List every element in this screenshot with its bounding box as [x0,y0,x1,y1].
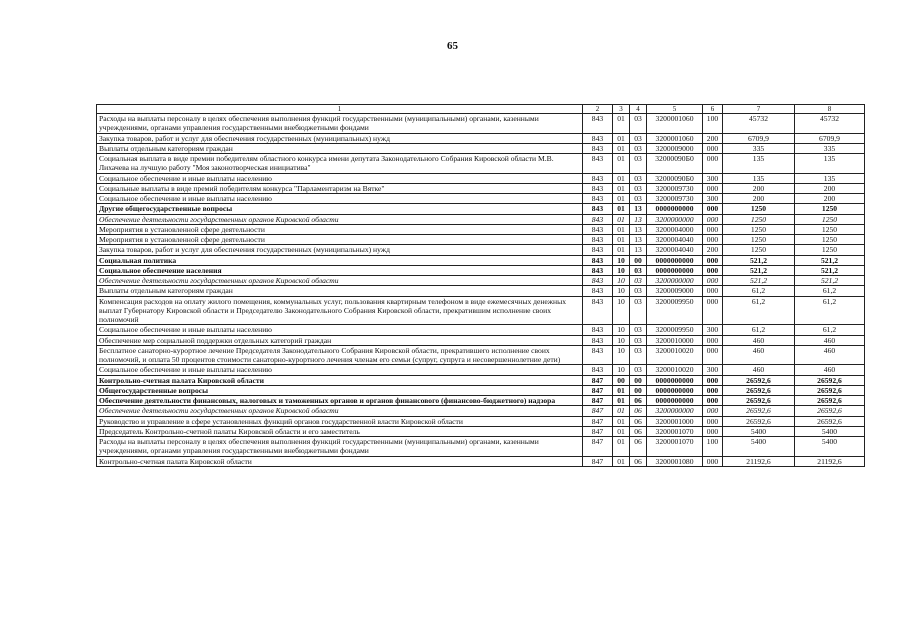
ministry-code: 843 [583,204,613,214]
section-code: 10 [613,286,630,296]
section-code: 10 [613,255,630,265]
target-article-code: 3200001070 [647,426,703,436]
expense-type-code: 000 [703,416,723,426]
target-article-code: 0000000000 [647,385,703,395]
subsection-code: 13 [630,224,647,234]
subsection-code: 06 [630,456,647,466]
section-code: 01 [613,426,630,436]
subsection-code: 06 [630,437,647,457]
ministry-code: 847 [583,456,613,466]
amount-year-2: 5400 [795,426,865,436]
budget-table [96,104,865,467]
section-code: 01 [613,194,630,204]
target-article-code: 3200009730 [647,194,703,204]
amount-year-1: 5400 [723,437,795,457]
target-article-code: 0000000000 [647,265,703,275]
amount-year-1: 1250 [723,224,795,234]
expense-type-code: 000 [703,154,723,174]
table-row [97,385,865,395]
target-article-code: 3200001070 [647,437,703,457]
amount-year-2: 335 [795,143,865,153]
amount-year-2: 26592,6 [795,385,865,395]
ministry-code: 843 [583,224,613,234]
target-article-code: 3200000000 [647,276,703,286]
amount-year-1: 1250 [723,204,795,214]
target-article-code: 3200010020 [647,345,703,365]
row-name: Бесплатное санаторно-курортное лечение Председателя Законодательного Собрания Кировской области, прекратившего исполнение своих полномочий, и оплата 50 процентов стоимости санаторно-курортного лечения членам его семьи (супруг, супруга и несовершеннолетние дети) [97,345,583,365]
amount-year-1: 21192,6 [723,456,795,466]
section-code: 10 [613,365,630,375]
table-row [97,296,865,325]
amount-year-1: 45732 [723,114,795,134]
amount-year-2: 5400 [795,437,865,457]
row-name: Руководство и управление в сфере установленных функций органов государственной власти Кировской области [97,416,583,426]
ministry-code: 843 [583,173,613,183]
target-article-code: 0000000000 [647,204,703,214]
expense-type-code: 300 [703,325,723,335]
amount-year-2: 26592,6 [795,416,865,426]
amount-year-2: 61,2 [795,325,865,335]
target-article-code: 3200001060 [647,114,703,134]
ministry-code: 843 [583,276,613,286]
amount-year-2: 135 [795,173,865,183]
amount-year-2: 1250 [795,235,865,245]
row-name: Обеспечение мер социальной поддержки отдельных категорий граждан [97,335,583,345]
target-article-code: 3200004000 [647,224,703,234]
target-article-code: 3200010020 [647,365,703,375]
ministry-code: 847 [583,416,613,426]
section-code: 01 [613,133,630,143]
section-code: 10 [613,325,630,335]
table-row [97,406,865,416]
target-article-code: 3200000000 [647,406,703,416]
section-code: 01 [613,154,630,174]
table-row [97,426,865,436]
target-article-code: 3200001080 [647,456,703,466]
section-code: 10 [613,345,630,365]
table-row [97,416,865,426]
amount-year-1: 335 [723,143,795,153]
table-row [97,345,865,365]
ministry-code: 847 [583,375,613,385]
row-name: Контрольно-счетная палата Кировской области [97,456,583,466]
row-name: Социальное обеспечение и иные выплаты населению [97,173,583,183]
table-row [97,173,865,183]
amount-year-1: 521,2 [723,265,795,275]
ministry-code: 843 [583,194,613,204]
section-code: 01 [613,114,630,134]
target-article-code: 3200009000 [647,143,703,153]
table-row [97,325,865,335]
amount-year-1: 200 [723,183,795,193]
row-name: Закупка товаров, работ и услуг для обеспечения государственных (муниципальных) нужд [97,133,583,143]
row-name: Выплаты отдельным категориям граждан [97,143,583,153]
section-code: 00 [613,375,630,385]
amount-year-2: 6709,9 [795,133,865,143]
table-row [97,255,865,265]
amount-year-1: 1250 [723,235,795,245]
table-row [97,286,865,296]
expense-type-code: 000 [703,286,723,296]
section-code: 01 [613,183,630,193]
amount-year-2: 26592,6 [795,396,865,406]
column-number: 7 [723,105,795,114]
amount-year-2: 200 [795,183,865,193]
amount-year-2: 1250 [795,204,865,214]
expense-type-code: 000 [703,296,723,325]
expense-type-code: 000 [703,276,723,286]
section-code: 10 [613,335,630,345]
expense-type-code: 100 [703,437,723,457]
row-name: Мероприятия в установленной сфере деятельности [97,224,583,234]
row-name: Обеспечение деятельности государственных органов Кировской области [97,214,583,224]
amount-year-2: 45732 [795,114,865,134]
ministry-code: 843 [583,286,613,296]
section-code: 01 [613,416,630,426]
amount-year-1: 26592,6 [723,406,795,416]
expense-type-code: 000 [703,456,723,466]
amount-year-2: 21192,6 [795,456,865,466]
ministry-code: 847 [583,396,613,406]
section-code: 10 [613,265,630,275]
amount-year-1: 460 [723,335,795,345]
column-number: 2 [583,105,613,114]
target-article-code: 3200009730 [647,183,703,193]
row-name: Компенсация расходов на оплату жилого помещения, коммунальных услуг, пользования квартирным телефоном в виде ежемесячных денежных выплат Губернатору Кировской области и Председателю Законодательного Собрания Кировской области, прекратившим исполнение своих полномочий [97,296,583,325]
amount-year-1: 61,2 [723,325,795,335]
expense-type-code: 000 [703,214,723,224]
amount-year-2: 1250 [795,224,865,234]
section-code: 01 [613,396,630,406]
expense-type-code: 000 [703,143,723,153]
section-code: 01 [613,406,630,416]
ministry-code: 847 [583,426,613,436]
table-row [97,183,865,193]
column-number: 1 [97,105,583,114]
subsection-code: 03 [630,335,647,345]
subsection-code: 03 [630,286,647,296]
row-name: Выплаты отдельным категориям граждан [97,286,583,296]
subsection-code: 00 [630,375,647,385]
section-code: 01 [613,173,630,183]
table-row [97,235,865,245]
expense-type-code: 000 [703,255,723,265]
subsection-code: 06 [630,406,647,416]
row-name: Обеспечение деятельности государственных органов Кировской области [97,406,583,416]
amount-year-2: 1250 [795,245,865,255]
subsection-code: 13 [630,245,647,255]
row-name: Расходы на выплаты персоналу в целях обеспечения выполнения функций государственными (муниципальными) органами, казенными учреждениями, органами управления государственными внебюджетными фондами [97,114,583,134]
expense-type-code: 100 [703,114,723,134]
section-code: 01 [613,235,630,245]
target-article-code: 3200009950 [647,325,703,335]
amount-year-1: 61,2 [723,296,795,325]
target-article-code: 32000090Б0 [647,154,703,174]
target-article-code: 3200010000 [647,335,703,345]
table-row [97,365,865,375]
table-row [97,437,865,457]
ministry-code: 843 [583,325,613,335]
ministry-code: 843 [583,235,613,245]
ministry-code: 847 [583,406,613,416]
subsection-code: 03 [630,345,647,365]
subsection-code: 03 [630,173,647,183]
ministry-code: 843 [583,154,613,174]
section-code: 10 [613,276,630,286]
subsection-code: 03 [630,265,647,275]
subsection-code: 03 [630,133,647,143]
table-row [97,276,865,286]
subsection-code: 03 [630,365,647,375]
expense-type-code: 200 [703,245,723,255]
column-number: 6 [703,105,723,114]
target-article-code: 3200004040 [647,235,703,245]
section-code: 01 [613,224,630,234]
ministry-code: 843 [583,133,613,143]
section-code: 01 [613,245,630,255]
table-row [97,224,865,234]
target-article-code: 0000000000 [647,255,703,265]
subsection-code: 13 [630,214,647,224]
subsection-code: 13 [630,204,647,214]
expense-type-code: 000 [703,375,723,385]
amount-year-1: 200 [723,194,795,204]
table-row [97,194,865,204]
subsection-code: 00 [630,255,647,265]
target-article-code: 3200000000 [647,214,703,224]
target-article-code: 3200009950 [647,296,703,325]
expense-type-code: 300 [703,194,723,204]
expense-type-code: 200 [703,133,723,143]
subsection-code: 03 [630,183,647,193]
row-name: Социальное обеспечение и иные выплаты населению [97,325,583,335]
amount-year-1: 5400 [723,426,795,436]
column-number: 8 [795,105,865,114]
expense-type-code: 000 [703,235,723,245]
row-name: Социальное обеспечение и иные выплаты населению [97,365,583,375]
amount-year-2: 521,2 [795,265,865,275]
amount-year-1: 26592,6 [723,385,795,395]
amount-year-2: 26592,6 [795,375,865,385]
ministry-code: 843 [583,335,613,345]
ministry-code: 843 [583,345,613,365]
expense-type-code: 000 [703,345,723,365]
ministry-code: 843 [583,265,613,275]
amount-year-2: 460 [795,335,865,345]
amount-year-1: 61,2 [723,286,795,296]
table-row [97,245,865,255]
table-row [97,154,865,174]
expense-type-code: 000 [703,204,723,214]
subsection-code: 00 [630,385,647,395]
ministry-code: 843 [583,214,613,224]
ministry-code: 843 [583,296,613,325]
column-number: 4 [630,105,647,114]
amount-year-1: 1250 [723,245,795,255]
ministry-code: 843 [583,245,613,255]
expense-type-code: 000 [703,224,723,234]
subsection-code: 03 [630,114,647,134]
subsection-code: 06 [630,416,647,426]
expense-type-code: 300 [703,173,723,183]
target-article-code: 0000000000 [647,396,703,406]
amount-year-2: 26592,6 [795,406,865,416]
column-number: 3 [613,105,630,114]
amount-year-1: 26592,6 [723,375,795,385]
expense-type-code: 000 [703,426,723,436]
table-row [97,396,865,406]
amount-year-1: 26592,6 [723,396,795,406]
column-number-row [97,105,865,114]
target-article-code: 3200004040 [647,245,703,255]
row-name: Мероприятия в установленной сфере деятельности [97,235,583,245]
expense-type-code: 000 [703,396,723,406]
section-code: 01 [613,143,630,153]
table-row [97,204,865,214]
subsection-code: 06 [630,426,647,436]
subsection-code: 06 [630,396,647,406]
amount-year-2: 460 [795,365,865,375]
amount-year-1: 6709,9 [723,133,795,143]
subsection-code: 03 [630,296,647,325]
ministry-code: 843 [583,365,613,375]
section-code: 10 [613,296,630,325]
ministry-code: 843 [583,114,613,134]
page-number: 65 [447,40,458,52]
row-name: Председатель Контрольно-счетной палаты Кировской области и его заместитель [97,426,583,436]
section-code: 01 [613,456,630,466]
table-row [97,456,865,466]
expense-type-code: 000 [703,335,723,345]
amount-year-1: 521,2 [723,255,795,265]
subsection-code: 03 [630,276,647,286]
amount-year-2: 61,2 [795,286,865,296]
row-name: Обеспечение деятельности государственных органов Кировской области [97,276,583,286]
target-article-code: 3200001000 [647,416,703,426]
amount-year-2: 135 [795,154,865,174]
expense-type-code: 000 [703,406,723,416]
expense-type-code: 000 [703,183,723,193]
row-name: Закупка товаров, работ и услуг для обеспечения государственных (муниципальных) нужд [97,245,583,255]
table-row [97,214,865,224]
row-name: Контрольно-счетная палата Кировской области [97,375,583,385]
amount-year-2: 61,2 [795,296,865,325]
amount-year-2: 521,2 [795,276,865,286]
row-name: Социальная политика [97,255,583,265]
target-article-code: 3200001060 [647,133,703,143]
row-name: Общегосударственные вопросы [97,385,583,395]
amount-year-1: 460 [723,345,795,365]
amount-year-2: 1250 [795,214,865,224]
amount-year-1: 26592,6 [723,416,795,426]
ministry-code: 847 [583,437,613,457]
amount-year-1: 460 [723,365,795,375]
amount-year-2: 521,2 [795,255,865,265]
table-row [97,335,865,345]
row-name: Обеспечение деятельности финансовых, налоговых и таможенных органов и органов финансового (финансово-бюджетного) надзора [97,396,583,406]
row-name: Социальные выплаты в виде премий победителям конкурса "Парламентаризм на Вятке" [97,183,583,193]
amount-year-1: 135 [723,154,795,174]
section-code: 01 [613,385,630,395]
table-row [97,114,865,134]
subsection-code: 03 [630,325,647,335]
ministry-code: 843 [583,255,613,265]
table-row [97,375,865,385]
expense-type-code: 000 [703,385,723,395]
row-name: Другие общегосударственные вопросы [97,204,583,214]
column-number: 5 [647,105,703,114]
table-row [97,133,865,143]
row-name: Расходы на выплаты персоналу в целях обеспечения выполнения функций государственными (муниципальными) органами, казенными учреждениями, органами управления государственными внебюджетными фондами [97,437,583,457]
amount-year-1: 521,2 [723,276,795,286]
expense-type-code: 300 [703,365,723,375]
subsection-code: 03 [630,154,647,174]
target-article-code: 3200009000 [647,286,703,296]
amount-year-2: 460 [795,345,865,365]
ministry-code: 843 [583,183,613,193]
subsection-code: 03 [630,194,647,204]
row-name: Социальная выплата в виде премии победителям областного конкурса имени депутата Законодательного Собрания Кировской области М.В. Лихачева на лучшую работу "Моя законотворческая инициатива" [97,154,583,174]
amount-year-2: 200 [795,194,865,204]
amount-year-1: 1250 [723,214,795,224]
target-article-code: 0000000000 [647,375,703,385]
expense-type-code: 000 [703,265,723,275]
table-row [97,265,865,275]
ministry-code: 843 [583,143,613,153]
section-code: 01 [613,214,630,224]
section-code: 01 [613,437,630,457]
subsection-code: 03 [630,143,647,153]
row-name: Социальное обеспечение населения [97,265,583,275]
table-row [97,143,865,153]
section-code: 01 [613,204,630,214]
subsection-code: 13 [630,235,647,245]
amount-year-1: 135 [723,173,795,183]
target-article-code: 32000090Б0 [647,173,703,183]
ministry-code: 847 [583,385,613,395]
row-name: Социальное обеспечение и иные выплаты населению [97,194,583,204]
